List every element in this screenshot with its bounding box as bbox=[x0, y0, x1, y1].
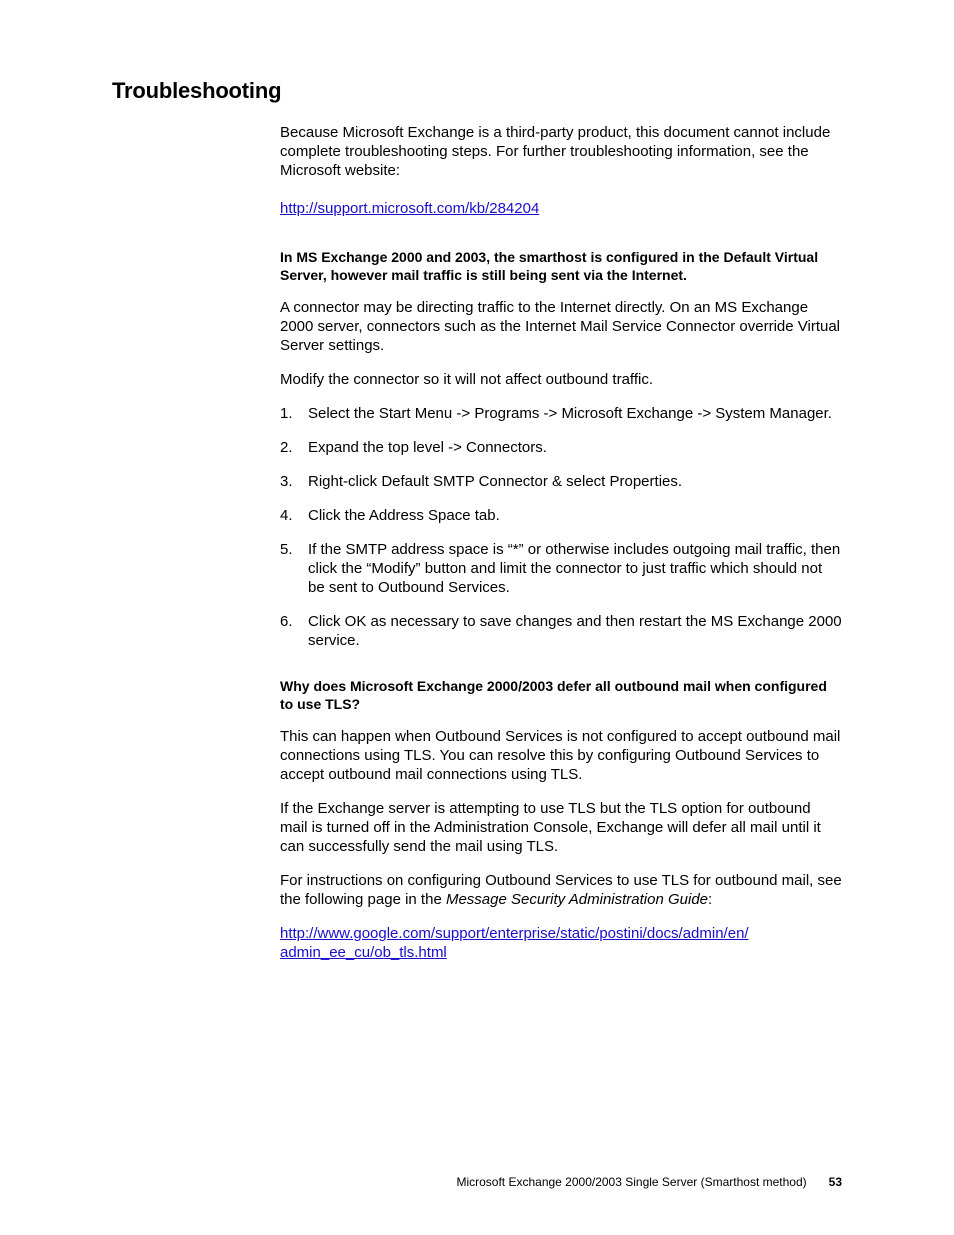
list-item bbox=[280, 472, 842, 491]
step-number: 6. bbox=[280, 613, 293, 630]
section2-paragraph-2: If the Exchange server is attempting to use TLS but the TLS option for outbound mail is turned off in the Administration Console, Exchange will defer all mail until it can successfully send the mail using TLS. bbox=[280, 800, 821, 855]
step-number: 2. bbox=[280, 439, 293, 456]
guide-title: Message Security Administration Guide bbox=[445, 891, 709, 908]
step-text: Right-click Default SMTP Connector & select Properties. bbox=[308, 473, 683, 490]
step-text: If the SMTP address space is “*” or otherwise includes outgoing mail traffic, then click the “Modify” button and limit the connector to just traffic which should not be sent to Outbound Services. bbox=[308, 541, 841, 596]
section2-paragraph-3 bbox=[280, 871, 842, 909]
step-text: Expand the top level -> Connectors. bbox=[308, 439, 547, 456]
list-item bbox=[280, 612, 842, 650]
section2-heading: Why does Microsoft Exchange 2000/2003 defer all outbound mail when configured to use TLS? bbox=[280, 678, 827, 712]
footer-title: Microsoft Exchange 2000/2003 Single Server (Smarthost method) bbox=[456, 1175, 807, 1189]
list-item bbox=[280, 506, 842, 525]
section1-paragraph-2: Modify the connector so it will not affect outbound traffic. bbox=[280, 371, 653, 388]
page-title: Troubleshooting bbox=[112, 78, 282, 103]
step-text: Click OK as necessary to save changes and then restart the MS Exchange 2000 service. bbox=[308, 613, 842, 649]
tls-link-line-1: http://www.google.com/support/enterprise/static/postini/docs/admin/en/ bbox=[280, 925, 749, 942]
tls-link-paragraph bbox=[280, 924, 842, 962]
tls-doc-link[interactable] bbox=[280, 925, 749, 961]
section1-paragraph-1: A connector may be directing traffic to the Internet directly. On an MS Exchange 2000 server, connectors such as the Internet Mail Service Connector override Virtual Server settings. bbox=[280, 299, 841, 354]
section1-heading: In MS Exchange 2000 and 2003, the smarthost is configured in the Default Virtual Server, however mail traffic is still being sent via the Internet. bbox=[280, 249, 819, 283]
list-item bbox=[280, 404, 842, 423]
step-number: 4. bbox=[280, 507, 293, 524]
page-number: 53 bbox=[828, 1175, 842, 1189]
main-content bbox=[280, 123, 842, 962]
steps-list bbox=[280, 404, 842, 650]
step-number: 5. bbox=[280, 541, 293, 558]
intro-paragraph: Because Microsoft Exchange is a third-party product, this document cannot include complete troubleshooting steps. For further troubleshooting information, see the Microsoft website: bbox=[280, 124, 831, 179]
intro-link-paragraph bbox=[280, 199, 842, 218]
step-text: Click the Address Space tab. bbox=[308, 507, 500, 524]
page-footer bbox=[456, 1174, 842, 1190]
list-item bbox=[280, 540, 842, 597]
tls-link-line-2: admin_ee_cu/ob_tls.html bbox=[280, 944, 447, 961]
paragraph-text: For instructions on configuring Outbound Services to use TLS for outbound mail, see the following page in the bbox=[280, 872, 842, 908]
paragraph-text-end: : bbox=[708, 891, 713, 908]
step-number: 1. bbox=[280, 405, 293, 422]
section2-paragraph-1: This can happen when Outbound Services is not configured to accept outbound mail connections using TLS. You can resolve this by configuring Outbound Services to accept outbound mail connections using TLS. bbox=[280, 728, 841, 783]
microsoft-kb-link[interactable]: http://support.microsoft.com/kb/284204 bbox=[280, 200, 540, 217]
step-text: Select the Start Menu -> Programs -> Microsoft Exchange -> System Manager. bbox=[308, 405, 832, 422]
list-item bbox=[280, 438, 842, 457]
step-number: 3. bbox=[280, 473, 293, 490]
